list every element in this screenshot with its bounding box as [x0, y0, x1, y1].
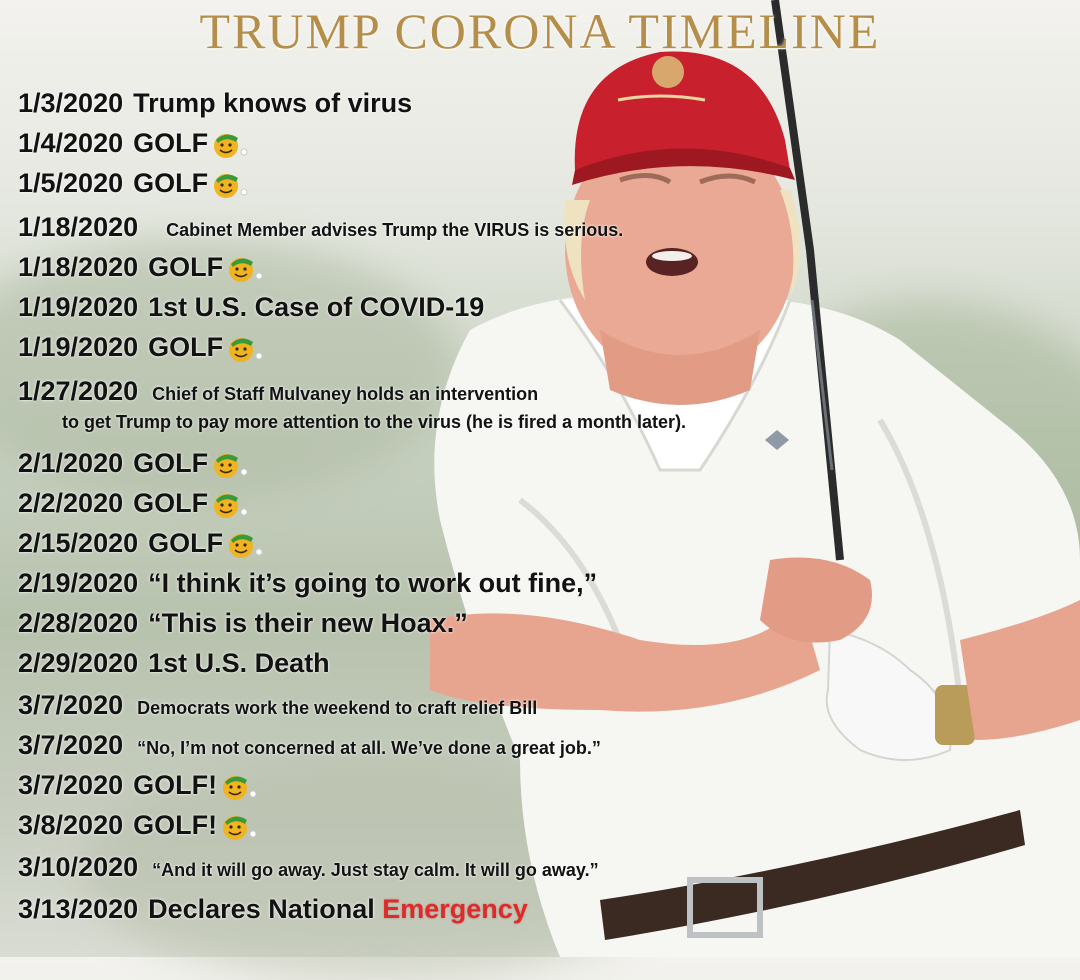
timeline-item: [18, 292, 484, 323]
timeline-text: GOLF: [133, 128, 209, 158]
timeline-text: “This is their new Hoax.”: [148, 608, 468, 638]
timeline-date: 2/15/2020: [18, 528, 139, 558]
timeline-text: “I think it’s going to work out fine,”: [148, 568, 598, 598]
timeline-item: [18, 568, 597, 599]
golfer-emoji-icon: [210, 490, 250, 520]
timeline-text: GOLF: [148, 252, 224, 282]
timeline-item: [18, 648, 330, 679]
timeline-text: Cabinet Member advises Trump the VIRUS is serious.: [166, 220, 624, 240]
timeline-text: 1st U.S. Case of COVID-19: [148, 292, 485, 322]
timeline-text: Chief of Staff Mulvaney holds an intervention: [152, 384, 539, 404]
golfer-emoji-icon: [219, 812, 259, 842]
timeline-text: GOLF: [148, 332, 224, 362]
timeline-text: GOLF: [133, 448, 209, 478]
timeline-item: [18, 448, 250, 480]
timeline-item: [18, 168, 250, 200]
timeline-item: [18, 690, 537, 721]
golfer-emoji-icon: [210, 450, 250, 480]
timeline-item: [18, 810, 259, 842]
timeline-continuation: to get Trump to pay more attention to the virus (he is fired a month later).: [62, 412, 687, 432]
timeline-date: 2/2/2020: [18, 488, 124, 518]
timeline-item: [18, 770, 259, 802]
timeline-item: [18, 252, 265, 284]
timeline-date: 3/8/2020: [18, 810, 124, 840]
timeline-date: 1/27/2020: [18, 376, 139, 406]
timeline-date: 1/3/2020: [18, 88, 124, 118]
timeline-item: [18, 730, 601, 761]
timeline-text: “And it will go away. Just stay calm. It will go away.”: [152, 860, 599, 880]
golfer-emoji-icon: [210, 130, 250, 160]
timeline-item: [18, 894, 528, 925]
timeline-date: 3/10/2020: [18, 852, 139, 882]
timeline-date: 3/7/2020: [18, 770, 124, 800]
timeline-text: “No, I’m not concerned at all. We’ve done a great job.”: [137, 738, 601, 758]
timeline-item: [18, 852, 599, 883]
timeline-date: 2/29/2020: [18, 648, 139, 678]
timeline-item: [18, 488, 250, 520]
timeline-text: GOLF: [133, 168, 209, 198]
timeline-text: 1st U.S. Death: [148, 648, 330, 678]
timeline-date: 1/18/2020: [18, 212, 139, 242]
timeline-text: GOLF: [148, 528, 224, 558]
timeline-item: [18, 608, 468, 639]
golfer-emoji-icon: [225, 530, 265, 560]
golfer-emoji-icon: [210, 170, 250, 200]
timeline-item: [18, 332, 265, 364]
timeline-item: [18, 376, 538, 407]
timeline-text: Trump knows of virus: [133, 88, 413, 118]
timeline-date: 1/19/2020: [18, 332, 139, 362]
golfer-emoji-icon: [225, 334, 265, 364]
timeline-date: 2/28/2020: [18, 608, 139, 638]
timeline-text: GOLF!: [133, 770, 218, 800]
timeline-item: [18, 128, 250, 160]
timeline-text: GOLF: [133, 488, 209, 518]
page-title: TRUMP CORONA TIMELINE: [199, 3, 881, 59]
timeline-date: 2/1/2020: [18, 448, 124, 478]
golfer-emoji-icon: [225, 254, 265, 284]
timeline-date: 1/19/2020: [18, 292, 139, 322]
timeline-date: 3/7/2020: [18, 730, 124, 760]
timeline-text: Democrats work the weekend to craft relief Bill: [137, 698, 538, 718]
timeline-date: 2/19/2020: [18, 568, 139, 598]
timeline-item: [18, 88, 412, 119]
timeline-date: 1/5/2020: [18, 168, 124, 198]
timeline-date: 3/7/2020: [18, 690, 124, 720]
timeline-text: GOLF!: [133, 810, 218, 840]
highlight-text: Emergency: [374, 894, 528, 924]
golfer-emoji-icon: [219, 772, 259, 802]
timeline-item: [18, 528, 265, 560]
timeline-text: Declares National: [148, 894, 375, 924]
timeline-date: 3/13/2020: [18, 894, 139, 924]
timeline-date: 1/4/2020: [18, 128, 124, 158]
timeline-item: [18, 212, 623, 243]
timeline-date: 1/18/2020: [18, 252, 139, 282]
